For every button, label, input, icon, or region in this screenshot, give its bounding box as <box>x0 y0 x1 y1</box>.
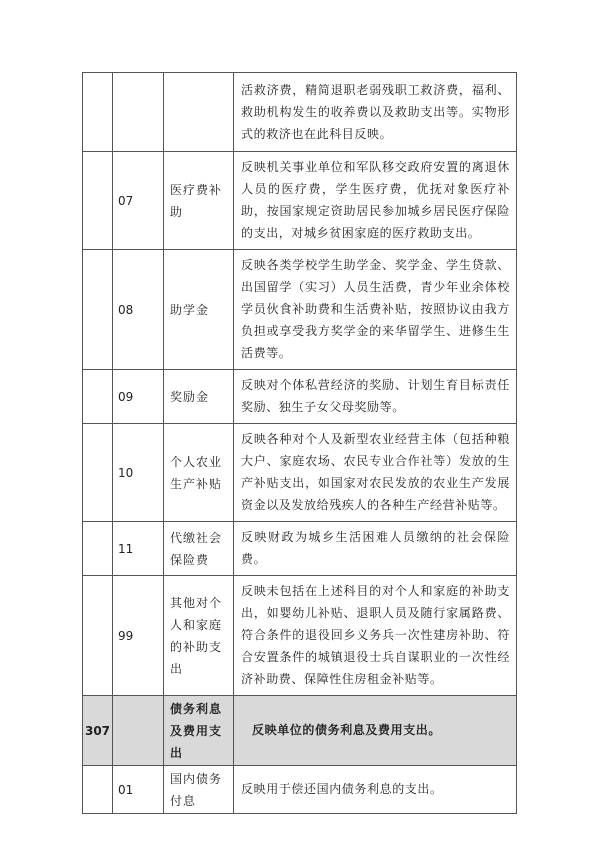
item-code <box>113 73 164 152</box>
table-row <box>83 522 517 576</box>
table-row <box>83 370 517 424</box>
table-row <box>83 152 517 250</box>
item-description: 反映各种对个人及新型农业经营主体（包括种粮大户、家庭农场、农民专业合作社等）发放的生产补贴支出，如国家对农民发放的农业生产发展资金以及发放给残疾人的各种生产经营补贴等。 <box>234 424 517 522</box>
table-row <box>83 250 517 370</box>
class-code <box>83 152 113 250</box>
item-name: 奖励金 <box>164 370 234 424</box>
table-row <box>83 576 517 696</box>
table-row <box>83 766 517 814</box>
item-name: 医疗费补助 <box>164 152 234 250</box>
item-description: 活救济费，精简退职老弱残职工救济费，福利、救助机构发生的收养费以及救助支出等。实物形式的救济也在此科目反映。 <box>234 73 517 152</box>
table-row <box>83 424 517 522</box>
table-row <box>83 73 517 152</box>
class-code <box>83 522 113 576</box>
class-code <box>83 766 113 814</box>
item-code: 01 <box>113 766 164 814</box>
item-description: 反映财政为城乡生活困难人员缴纳的社会保险费。 <box>234 522 517 576</box>
class-code <box>83 73 113 152</box>
item-description: 反映各类学校学生助学金、奖学金、学生贷款、出国留学（实习）人员生活费，青少年业余体校学员伙食补助费和生活费补贴，按照协议由我方负担或享受我方奖学金的来华留学生、进修生生活费等。 <box>234 250 517 370</box>
section-name: 债务利息及费用支出 <box>164 696 234 766</box>
item-description: 反映对个体私营经济的奖励、计划生育目标责任奖励、独生子女父母奖励等。 <box>234 370 517 424</box>
item-code: 08 <box>113 250 164 370</box>
item-name: 个人农业生产补贴 <box>164 424 234 522</box>
item-name: 代缴社会保险费 <box>164 522 234 576</box>
item-name: 其他对个人和家庭的补助支出 <box>164 576 234 696</box>
item-name <box>164 73 234 152</box>
item-code: 09 <box>113 370 164 424</box>
class-code <box>83 576 113 696</box>
item-description: 反映机关事业单位和军队移交政府安置的离退休人员的医疗费，学生医疗费，优抚对象医疗补助，按国家规定资助居民参加城乡居民医疗保险的支出，对城乡贫困家庭的医疗救助支出。 <box>234 152 517 250</box>
item-description: 反映用于偿还国内债务利息的支出。 <box>234 766 517 814</box>
class-code: 307 <box>83 696 113 766</box>
section-description: 反映单位的债务利息及费用支出。 <box>234 696 517 766</box>
item-code: 10 <box>113 424 164 522</box>
item-description: 反映未包括在上述科目的对个人和家庭的补助支出，如婴幼儿补贴、退职人员及随行家属路费、符合条件的退役回乡义务兵一次性建房补助、符合安置条件的城镇退役士兵自谋职业的一次性经济补助费、保障性住房租金补贴等。 <box>234 576 517 696</box>
class-code <box>83 424 113 522</box>
item-name: 助学金 <box>164 250 234 370</box>
item-code: 11 <box>113 522 164 576</box>
item-code <box>113 696 164 766</box>
item-code: 07 <box>113 152 164 250</box>
item-code: 99 <box>113 576 164 696</box>
section-header-row <box>83 696 517 766</box>
expenditure-classification-table <box>82 72 517 814</box>
item-name: 国内债务付息 <box>164 766 234 814</box>
class-code <box>83 250 113 370</box>
class-code <box>83 370 113 424</box>
